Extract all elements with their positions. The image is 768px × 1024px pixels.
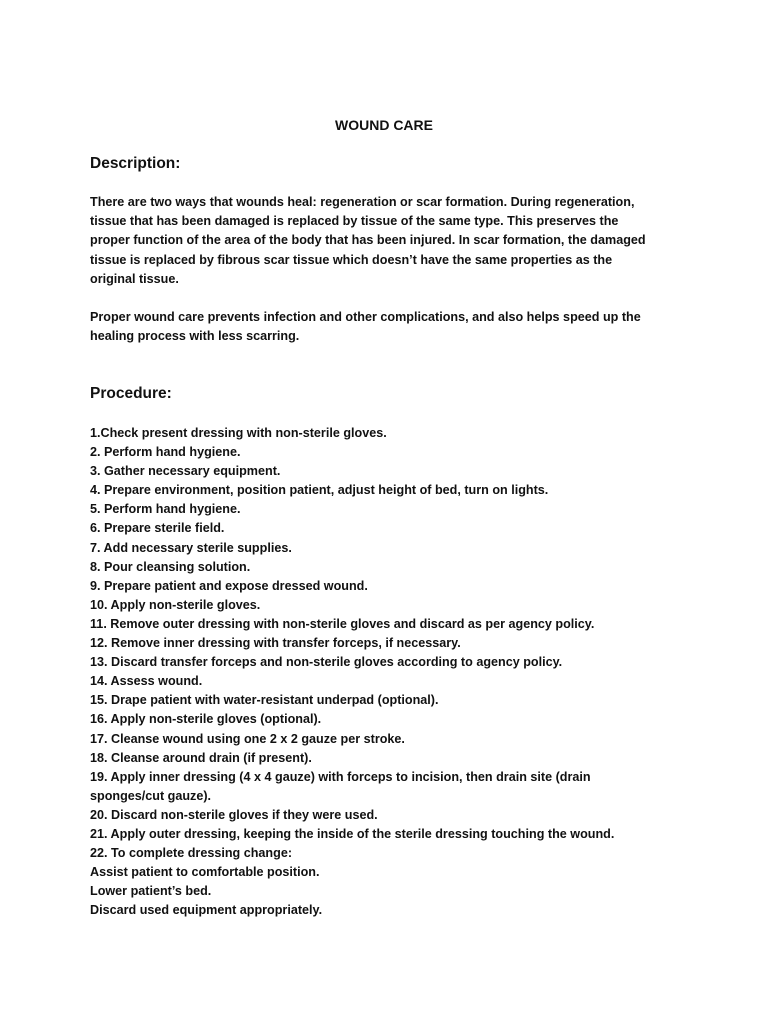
paragraph-line: Proper wound care prevents infection and other complications, and also helps speed up the xyxy=(90,310,641,324)
procedure-step: 3. Gather necessary equipment. xyxy=(90,464,281,479)
procedure-step: 22. To complete dressing change: xyxy=(90,846,293,861)
procedure-step: 5. Perform hand hygiene. xyxy=(90,502,241,517)
procedure-step: 7. Add necessary sterile supplies. xyxy=(90,540,292,555)
procedure-step: 16. Apply non-sterile gloves (optional). xyxy=(90,712,322,727)
procedure-step: 20. Discard non-sterile gloves if they were used. xyxy=(90,807,378,822)
procedure-step: 13. Discard transfer forceps and non-sterile gloves according to agency policy. xyxy=(90,655,563,670)
procedure-substep: Discard used equipment appropriately. xyxy=(90,903,323,918)
procedure-step: 1.Check present dressing with non-sterile gloves. xyxy=(90,426,387,440)
procedure-step: 15. Drape patient with water-resistant underpad (optional). xyxy=(90,693,439,708)
procedure-step: 6. Prepare sterile field. xyxy=(90,521,225,536)
procedure-step: 11. Remove outer dressing with non-sterile gloves and discard as per agency policy. xyxy=(90,616,595,631)
procedure-step: 19. Apply inner dressing (4 x 4 gauze) with forceps to incision, then drain site (drain xyxy=(90,769,591,784)
procedure-step: 18. Cleanse around drain (if present). xyxy=(90,750,312,765)
description-paragraph-1 xyxy=(90,193,690,289)
description-paragraph-2 xyxy=(90,308,690,346)
procedure-steps xyxy=(90,424,690,920)
procedure-step-continuation: sponges/cut gauze). xyxy=(90,788,212,803)
procedure-step: 2. Perform hand hygiene. xyxy=(90,445,241,460)
procedure-step: 14. Assess wound. xyxy=(90,674,203,689)
procedure-substep: Lower patient’s bed. xyxy=(90,884,212,899)
description-heading: Description: xyxy=(90,155,181,172)
procedure-step: 8. Pour cleansing solution. xyxy=(90,559,251,574)
paragraph-line: There are two ways that wounds heal: regeneration or scar formation. During regeneration, xyxy=(90,195,635,209)
procedure-step: 21. Apply outer dressing, keeping the inside of the sterile dressing touching the wound. xyxy=(90,826,615,841)
procedure-step: 4. Prepare environment, position patient, adjust height of bed, turn on lights. xyxy=(90,483,549,498)
paragraph-line: proper function of the area of the body that has been injured. In scar formation, the damaged xyxy=(90,233,646,248)
procedure-step: 10. Apply non-sterile gloves. xyxy=(90,597,261,612)
procedure-step: 12. Remove inner dressing with transfer forceps, if necessary. xyxy=(90,636,461,651)
paragraph-line: tissue is replaced by fibrous scar tissue which doesn’t have the same properties as the xyxy=(90,252,613,267)
document-title: WOUND CARE xyxy=(335,117,433,133)
procedure-substep: Assist patient to comfortable position. xyxy=(90,865,320,880)
paragraph-line: healing process with less scarring. xyxy=(90,329,300,344)
procedure-step: 9. Prepare patient and expose dressed wound. xyxy=(90,578,368,593)
procedure-heading: Procedure: xyxy=(90,385,172,402)
procedure-step: 17. Cleanse wound using one 2 x 2 gauze per stroke. xyxy=(90,731,405,746)
paragraph-line: tissue that has been damaged is replaced by tissue of the same type. This preserves the xyxy=(90,214,619,229)
paragraph-line: original tissue. xyxy=(90,271,179,286)
